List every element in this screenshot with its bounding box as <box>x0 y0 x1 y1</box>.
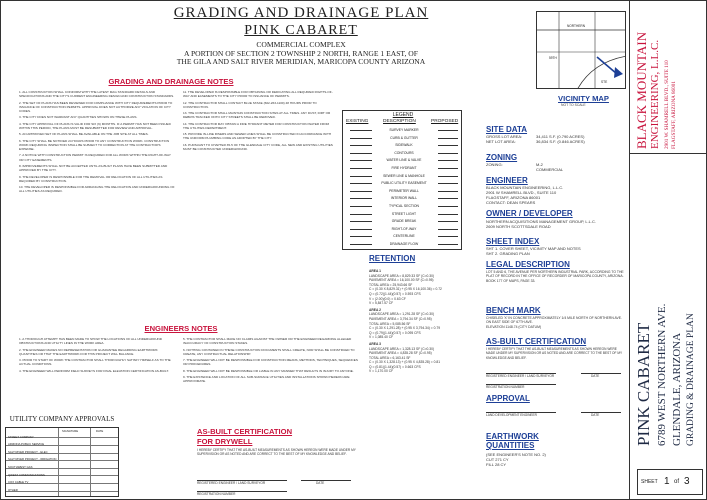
legend-existing-symbol <box>350 145 372 146</box>
utility-approvals-title: UTILITY COMPANY APPROVALS <box>9 415 115 423</box>
legend-row-label: CONTOURS <box>394 150 414 155</box>
grading-note: 14. THE CONTRACTOR MAY OBTAIN A FIRE HYDRANT METER FOR CONSTRUCTION WATER FROM THE UTILITIES DEPARTMENT. <box>183 121 330 130</box>
legend-row-label: PERIMETER WALL <box>389 188 419 193</box>
utility-approvals-table <box>5 427 119 497</box>
retention-line: Q = (0.81)(1.44)(0.57) = 0.663 CFS <box>369 364 421 369</box>
utility-row <box>6 472 118 476</box>
retention-line: PAVEMENT AREA = 4,835.28 SF (C=0.95) <box>369 351 432 356</box>
grading-notes-col-2 <box>183 90 333 318</box>
legend-proposed-symbol <box>438 236 458 237</box>
engineer-line: BLACK MOUNTAIN ENGINEERING, L.L.C. <box>486 185 564 190</box>
retention-line: Q = (0.72)(1.44)(0.57) = 0.593 CFS <box>369 291 421 296</box>
project-name: PINK CABARET <box>244 23 358 38</box>
bench-mark-block <box>486 316 626 329</box>
drywell-date-label: DATE <box>316 481 325 485</box>
drywell-date-line <box>301 480 351 481</box>
legend-row-label: PUBLIC UTILITY EASEMENT <box>381 181 427 186</box>
as-built-sig-label: REGISTERED ENGINEER / LAND SURVEYOR <box>486 374 555 378</box>
sheet-index-line: SHT 1. COVER SHEET, VICINITY MAP AND NOTES <box>486 246 581 251</box>
grading-note: 13. THE CONTRACTOR SHALL MAINTAIN CONSTRUCTION SITES AT ALL TIMES. ANY DUST, DIRT OR DEBRIS TRACKED ONTO CITY STREETS SHALL BE REMOVED. <box>183 111 331 120</box>
legend-row <box>346 165 462 172</box>
retention-line: C = (0.30 X 1,328.13) + (0.95 X 4,835.28) = 0.81 <box>369 360 441 365</box>
retention-line: C = (0.30 X 1,291.28) + (0.95 X 3,794.34) = 0.79 <box>369 326 441 331</box>
legend-row <box>346 233 462 240</box>
legend-existing-symbol <box>350 244 372 245</box>
engineer-line: 2901 W SHAMRELL BLVD., SUITE 110 <box>486 190 557 195</box>
engineers-note: 1. A THOROUGH ATTEMPT HAS BEEN MADE TO SHOW THE LOCATIONS OF ALL UNDERGROUND OBSTRUCTIONS AND UTILITY LINES IN THE WORK AREA. <box>19 337 163 346</box>
utility-company-name: SALT RIVER PROJECT - IRRIGATION <box>8 457 57 462</box>
drywell-cert-block <box>197 448 367 457</box>
approval-date-line <box>581 412 621 413</box>
utility-company-name: ARIZONA PUBLIC SERVICE <box>8 442 45 447</box>
engineers-notes-heading: ENGINEERS NOTES <box>144 324 218 333</box>
company-address-2: FLAGSTAFF, ARIZONA 86001 <box>671 81 677 149</box>
engineers-note: 6. NOTHING CONTAINED IN THESE CONSTRUCTION DOCUMENTS SHALL CREATE, NOR SHALL BE CONSTRUED TO CREATE, ANY CONTRACTUAL RELATIONSHIP. <box>183 347 355 356</box>
legend-row <box>346 135 462 142</box>
utility-company-name: COX CABLE TV <box>8 480 29 485</box>
legend-proposed-symbol <box>438 206 458 207</box>
utility-row <box>6 464 118 468</box>
retention-line: V = 1,085.40 CF <box>369 335 394 340</box>
earthwork-line: FILL 28 CY <box>486 462 507 467</box>
legend-row-label: RIGHT-OF-WAY <box>391 226 417 231</box>
legend-row <box>346 188 462 195</box>
engineer-heading: ENGINEER <box>486 176 528 185</box>
gross-lot-label: GROSS LOT AREA: <box>486 134 523 139</box>
utility-company-name: SOUTHWEST GAS <box>8 464 33 469</box>
legend-row <box>346 195 462 202</box>
utility-col-date: DATE <box>96 429 104 433</box>
gross-lot-value: 34,411 S.F. (0.790 ACRES) <box>536 134 585 139</box>
legend-proposed-symbol <box>438 138 458 139</box>
retention-line: C = (0.30 X 8,829.31) + (0.95 X 16,100.36) = 0.72 <box>369 287 442 292</box>
legend-existing-symbol <box>350 191 372 192</box>
company-name-2: ENGINEERING, L.L.C. <box>649 39 661 149</box>
vmap-site-label: STE <box>601 80 608 84</box>
title-block-sheet-title: GRADING & DRAINAGE PLAN <box>686 313 696 446</box>
legal-block <box>486 270 626 283</box>
utility-row <box>6 480 118 484</box>
grading-note: 1. ALL CONSTRUCTION SHALL CONFORM WITH THE LATEST MAG STANDARD DETAILS AND SPECIFICATIONS AND THE CITY'S CURRENT ENGINEERING DESIGN AND CONSTRUCTION STANDARDS. <box>19 90 175 99</box>
legend-existing-symbol <box>350 130 372 131</box>
legend-proposed-symbol <box>438 229 458 230</box>
utility-company-name: STREET COMPANY <box>8 434 34 439</box>
owner-line: 2609 NORTH SCOTTSDALE ROAD <box>486 224 551 229</box>
as-built-date-line <box>581 373 621 374</box>
engineer-line: FLAGSTAFF, ARIZONA 86001 <box>486 195 541 200</box>
as-built-line: I HEREBY CERTIFY THAT THE AS-BUILT MEASUREMENTS AS SHOWN HEREON WERE MADE UNDER MY SUPERVISION OR AS NOTED AND ARE CORRECT TO THE BEST OF MY KNOWLEDGE AND BELIEF. <box>486 347 623 360</box>
grading-note: 6. THE CITY SHALL BE NOTIFIED 24 HOURS PRIOR TO ANY CONSTRUCTION WORK. CONSTRUCTION WORK REQUIRING INSPECTION SHALL BE SUBJECT TO CORRECTION AT THE CONTRACTOR'S EXPENSE. <box>19 138 170 151</box>
engineers-notes-col-2 <box>183 337 363 429</box>
title-block <box>629 1 707 500</box>
legend-row-label: CENTERLINE <box>393 234 415 239</box>
legend-existing-symbol <box>350 214 372 215</box>
engineers-notes-col-1 <box>19 337 174 415</box>
legend-row <box>346 142 462 149</box>
legend-row <box>346 127 462 134</box>
engineers-note: 4. THE ENGINEER WILL PERFORM FIELD SURVEYS FOR FINAL ELEVATION CERTIFICATION AS-BUILT. <box>19 368 169 373</box>
legend-row <box>346 173 462 180</box>
owner-heading: OWNER / DEVELOPER <box>486 209 573 218</box>
retention-area-name: AREA 1 <box>369 269 381 273</box>
approval-date-label: DATE <box>591 413 600 417</box>
as-built-date-label: DATE <box>591 374 600 378</box>
legend-proposed-symbol <box>438 191 458 192</box>
title-block-street: 6789 WEST NORTHERN AVE. <box>656 303 668 446</box>
sheet-index-line: SHT 2. GRADING PLAN <box>486 251 530 256</box>
grading-note: 8. IMPROVEMENTS SHALL NOT BE ACCEPTED UNTIL AS-BUILT PLANS HAVE BEEN SUBMITTED AND APPROVED BY THE CITY. <box>19 164 168 173</box>
approval-sig-label: LAND DEVELOPMENT ENGINEER <box>486 413 537 417</box>
company-address-1: 2901 W. SHAMRELL BLVD., SUITE 110 <box>664 60 670 149</box>
bench-mark-line: CHISELED 'X' IN CONCRETE APPROXIMATELY 1/4 MILE NORTH OF NORTHERN AVE. ON EAST SIDE OF 67TH AVE. <box>486 316 623 325</box>
utility-row <box>6 449 118 453</box>
retention-line: TOTAL AREA = 5,085.56 SF <box>369 321 411 326</box>
legend-row-label: STREET LIGHT <box>391 211 417 216</box>
vicinity-map <box>536 11 626 89</box>
legend-proposed-symbol <box>438 183 458 184</box>
grading-notes-col-1 <box>19 90 176 318</box>
retention-area-name: AREA 3 <box>369 341 381 346</box>
engineers-note: 7. THE ENGINEER WILL NOT BE RESPONSIBLE FOR CONSTRUCTION MEANS, METHODS, TECHNIQUES, SEQUENCES OR PROCEDURES. <box>183 358 358 367</box>
retention-line: TOTAL AREA = 25,943.66 SF <box>369 282 413 287</box>
legend-row-label: TYPICAL SECTION <box>388 204 420 208</box>
plan-title: GRADING AND DRAINAGE PLAN <box>173 5 429 21</box>
site-data-heading: SITE DATA <box>486 125 528 134</box>
legal-line: LOT 5 AND 6, THE AVENUE PER NORTHERN INDUSTRIAL PARK, ACCORDING TO THE PLAT OF RECORD IN THE OFFICE OF RECORDER OF MARICOPA COUNTY, ARIZONA. BOOK 177 OF MAPS, PAGE 33. <box>486 270 624 283</box>
earthwork-quantities-heading: QUANTITIES <box>486 441 535 450</box>
legend-row-label: FIRE HYDRANT <box>391 166 417 170</box>
zoning-block <box>486 162 626 172</box>
vmap-street-northern: NORTHERN <box>567 24 586 28</box>
net-lot-value: 36,834 S.F. (0.846 ACRES) <box>536 139 585 144</box>
retention-line: TOTAL AREA = 6,163.41 SF <box>369 355 411 360</box>
grading-note: 11. THE DEVELOPER IS RESPONSIBLE FOR OBTAINING OR DEDICATING ALL REQUIRED RIGHTS-OF-WAY AND EASEMENTS TO THE CITY PRIOR TO ISSUANCE OF PERMITS. <box>183 90 333 99</box>
engineer-line: CONTACT: DEAN SPEARS <box>486 200 536 205</box>
sheet-total: 3 <box>684 476 690 487</box>
legend-row <box>346 211 462 218</box>
legend-col-proposed: PROPOSED <box>431 119 459 124</box>
grading-note: 7. A NOTICE WITH CONSTRUCTION PERMIT IS REQUIRED FOR ALL WORK WITHIN THE RIGHT-OF-WAY OR CITY EASEMENTS. <box>19 153 171 162</box>
legend-row <box>346 218 462 225</box>
legend-existing-symbol <box>350 221 372 222</box>
legend-proposed-symbol <box>438 145 458 146</box>
utility-row <box>6 487 118 491</box>
sheet-index-heading: SHEET INDEX <box>486 237 540 246</box>
drywell-cert-subheading: FOR DRYWELL <box>197 437 253 446</box>
legend-existing-symbol <box>350 198 372 199</box>
grading-note: 3. THE CITY DOES NOT WARRANT ANY QUANTITIES SHOWN ON THESE PLANS. <box>19 115 138 120</box>
legend-row-label: SURVEY MARKER <box>389 128 419 132</box>
as-built-block <box>486 347 626 360</box>
site-data-block <box>486 134 626 144</box>
legend-row <box>346 150 462 157</box>
earthwork-heading: EARTHWORK <box>486 432 539 441</box>
legend-table <box>342 110 462 250</box>
sheet-of: of <box>674 479 680 485</box>
retention-line: LANDSCAPE AREA = 8,829.33 SF (C=0.30) <box>369 273 435 278</box>
legend-proposed-symbol <box>438 176 458 177</box>
retention-line: V = 5,847.57 CF <box>369 301 394 306</box>
grading-note: 15. PROVIDE IN-LINE RISERS AND SEWER LINES SHALL BE CONSTRUCTED IN ACCORDANCE WITH THE UNIFORM PLUMBING CODE AS ADOPTED BY THE CITY. <box>183 132 332 141</box>
title-block-city: GLENDALE, ARIZONA <box>671 332 683 446</box>
retention-line: PAVEMENT AREA = 3,794.34 SF (C=0.95) <box>369 316 432 321</box>
legend-row-label: WATER LINE & VALVE <box>386 158 422 163</box>
legend-row <box>346 180 462 187</box>
sheet-index-block <box>486 246 626 256</box>
sheet-number: 1 <box>664 476 670 487</box>
desc-line-2: A PORTION OF SECTION 2 TOWNSHIP 2 NORTH, RANGE 1 EAST, OF <box>183 48 418 58</box>
legend-col-existing: EXISTING <box>346 119 369 124</box>
earthwork-line: CUT 271 CY <box>486 457 509 462</box>
engineers-note: 9. THE EXISTENCE AND LOCATION OF ALL SUB-SURFACE UTILITIES AND INSTALLATIONS SHOWN HEREON ARE APPROXIMATE. <box>183 375 350 384</box>
legend-col-description: DESCRIPTION <box>383 119 416 124</box>
vicinity-map-scale: NOT TO SCALE <box>561 103 586 107</box>
engineer-block <box>486 185 626 205</box>
bench-mark-heading: BENCH MARK <box>486 306 541 315</box>
legend-proposed-symbol <box>438 153 458 154</box>
legend-existing-symbol <box>350 160 372 161</box>
utility-row <box>6 457 118 461</box>
legend-proposed-symbol <box>438 214 458 215</box>
legend-existing-symbol <box>350 206 372 207</box>
owner-block <box>486 219 626 229</box>
desc-line-3: THE GILA AND SALT RIVER MERIDIAN, MARICOPA COUNTY ARIZONA <box>176 57 426 67</box>
legend-existing-symbol <box>350 183 372 184</box>
earthwork-block <box>486 452 566 467</box>
company-name <box>634 9 650 149</box>
utility-col-signature: SIGNATURE <box>62 429 79 433</box>
utility-company-name: OTHER <box>8 487 18 492</box>
zoning-use: COMMERCIAL <box>536 167 564 172</box>
legend-existing-symbol <box>350 138 372 139</box>
earthwork-line: (SEE ENGINEER'S NOTE NO. 2) <box>486 452 546 457</box>
legal-heading: LEGAL DESCRIPTION <box>486 260 570 269</box>
grading-notes-heading: GRADING AND DRAINAGE NOTES <box>108 77 234 86</box>
legend-row-label: INTERIOR WALL <box>390 196 418 201</box>
drywell-reg-label: REGISTRATION NUMBER <box>197 492 236 496</box>
legend-row-label: SIDEWALK <box>395 143 413 148</box>
zoning-value: M-2 <box>536 162 543 167</box>
legend-row <box>346 203 462 210</box>
legend-existing-symbol <box>350 153 372 154</box>
retention-line: LANDSCAPE AREA = 1,291.28 SF (C=0.30) <box>369 312 435 317</box>
legend-proposed-symbol <box>438 160 458 161</box>
net-lot-label: NET LOT AREA: <box>486 139 516 144</box>
sheet-number-box <box>637 469 703 495</box>
desc-line-1: COMMERCIAL COMPLEX <box>256 40 346 49</box>
as-built-reg-label: REGISTRATION NUMBER <box>486 385 525 389</box>
retention-block <box>369 267 479 374</box>
grading-note: 12. THE CONTRACTOR SHALL CONTACT BLUE STAKE (602-263-1100) 48 HOURS PRIOR TO CONSTRUCTION. <box>183 100 317 109</box>
utility-company-name: QWEST COMMUNICATIONS <box>8 472 45 477</box>
bench-mark-line: ELEVATION 1148.74 (CITY DATUM) <box>486 324 542 329</box>
zoning-label: ZONING: <box>486 162 503 167</box>
sheet-label: SHEET <box>641 479 658 485</box>
retention-line: Q = (0.79)(1.44)(0.57) = 0.095 CFS <box>369 330 421 335</box>
grading-note: 2. THE SET OF PLANS HAS BEEN REVIEWED FOR COMPLIANCE WITH CITY REQUIREMENTS PRIOR TO ISSUANCE OF CONSTRUCTION PERMITS. APPROVAL DOES NOT AUTHORIZE ANY VIOLATION OF CITY CODES. <box>19 100 173 113</box>
legend-proposed-symbol <box>438 221 458 222</box>
engineers-note: 5. THE CONTRACTOR SHALL MAKE NO CLAIMS AGAINST THE OWNER OR THE ENGINEER REGARDING ALLEGED INACCURACY OF CONSTRUCTION STAKES. <box>183 337 352 346</box>
project-description <box>111 41 491 67</box>
zoning-heading: ZONING <box>486 153 518 162</box>
retention-line: V = 1,170.00 CF <box>369 369 394 374</box>
as-built-heading: AS-BUILT CERTIFICATION <box>486 337 587 346</box>
company-line-1: BLACK MOUNTAIN <box>634 31 649 149</box>
approval-heading: APPROVAL <box>486 394 530 403</box>
legend-existing-symbol <box>350 168 372 169</box>
owner-line: NORTHERN ACQUISITIONS MANAGEMENT GROUP, L.L.C. <box>486 219 597 224</box>
vicinity-map-title: VICINITY MAP <box>558 94 609 103</box>
legend-row <box>346 226 462 233</box>
legend-row <box>346 157 462 164</box>
legend-row-label: GRADE BREAK <box>391 219 417 224</box>
retention-line: LANDSCAPE AREA = 1,328.13 SF (C=0.30) <box>369 346 435 351</box>
grading-note: 10. THE DEVELOPER IS RESPONSIBLE FOR ARRANGING THE RELOCATION AND UNDERGROUNDING OF ALL UTILITIES AS REQUIRED. <box>19 185 175 194</box>
legend-existing-symbol <box>350 236 372 237</box>
legend-proposed-symbol <box>438 168 458 169</box>
drywell-cert-line: I HEREBY CERTIFY THAT THE AS-BUILT MEASUREMENTS AS SHOWN HEREON WERE MADE UNDER MY SUPERVISION OR AS NOTED AND ARE CORRECT TO THE BEST OF MY KNOWLEDGE AND BELIEF. <box>197 448 356 457</box>
retention-area-name: AREA 2 <box>369 307 381 312</box>
legend-row-label: DRAINAGE FLOW <box>389 242 419 246</box>
engineers-note: 8. THE ENGINEER WILL NOT BE RESPONSIBLE OR LIABLE IN ANY MANNER THAT RESULTS IN INJURY TO ANYONE. <box>183 368 354 373</box>
drywell-sig-label: REGISTERED ENGINEER / LAND SURVEYOR <box>197 481 266 485</box>
utility-row <box>6 434 118 438</box>
grading-note: 4. THE CITY APPROVAL OF PLANS IS VALID FOR SIX (6) MONTHS. IF A PERMIT HAS NOT BEEN ISSUED WITHIN THIS PERIOD, THE PLANS MUST BE RESUBMITTED FOR REVIEW AND APPROVAL. <box>19 121 171 130</box>
legend-existing-symbol <box>350 176 372 177</box>
grading-note: 9. THE DEVELOPER IS RESPONSIBLE FOR THE REMOVAL OR RELOCATION OF ALL UTILITIES AS REQUIRED BY CONSTRUCTION. <box>19 174 163 183</box>
utility-company-name: SALT RIVER PROJECT - ELEC <box>8 449 48 454</box>
engineers-note: 3. PRIOR TO START OF WORK THE CONTRACTOR SHALL THOROUGHLY SATISFY HIMSELF AS TO THE ACTUAL CONDITIONS. <box>19 358 171 367</box>
legend-row-label: CURB & GUTTER <box>390 135 418 140</box>
utility-row <box>6 442 118 446</box>
legend-proposed-symbol <box>438 130 458 131</box>
legend-row <box>346 241 462 248</box>
retention-line: V = (2.00)(0.0) = 0.63 CF <box>369 296 406 301</box>
legend-existing-symbol <box>350 229 372 230</box>
retention-heading: RETENTION <box>369 254 416 263</box>
title-block-project: PINK CABARET <box>634 322 653 446</box>
grading-note: 16. PURSUANT TO CHAPTER 35-5 OF THE GLENDALE CITY CODE, ALL NEW AND EXISTING UTILITIES MUST BE CONSTRUCTED UNDERGROUND. <box>183 142 333 151</box>
legend-proposed-symbol <box>438 198 458 199</box>
legend-proposed-symbol <box>438 244 458 245</box>
legend-title: LEGEND <box>392 112 414 118</box>
drywell-cert-heading: AS-BUILT CERTIFICATION <box>197 427 293 436</box>
engineers-note: 2. THE ENGINEER MAKES NO REPRESENTATION OR GUARANTEE REGARDING EARTHWORK QUANTITIES OR THAT THE EARTHWORK FOR THIS PROJECT WILL BALANCE. <box>19 347 158 356</box>
vmap-street-59th: 59TH <box>549 56 557 60</box>
grading-note: 5. AN APPROVED SET OF PLANS SHALL BE AVAILABLE ON THE JOB SITE AT ALL TIMES. <box>19 132 149 137</box>
retention-line: PAVEMENT AREA = 16,100.00 SF (C=0.95) <box>369 278 434 283</box>
legend-row-label: SEWER LINE & MANHOLE <box>383 173 425 178</box>
